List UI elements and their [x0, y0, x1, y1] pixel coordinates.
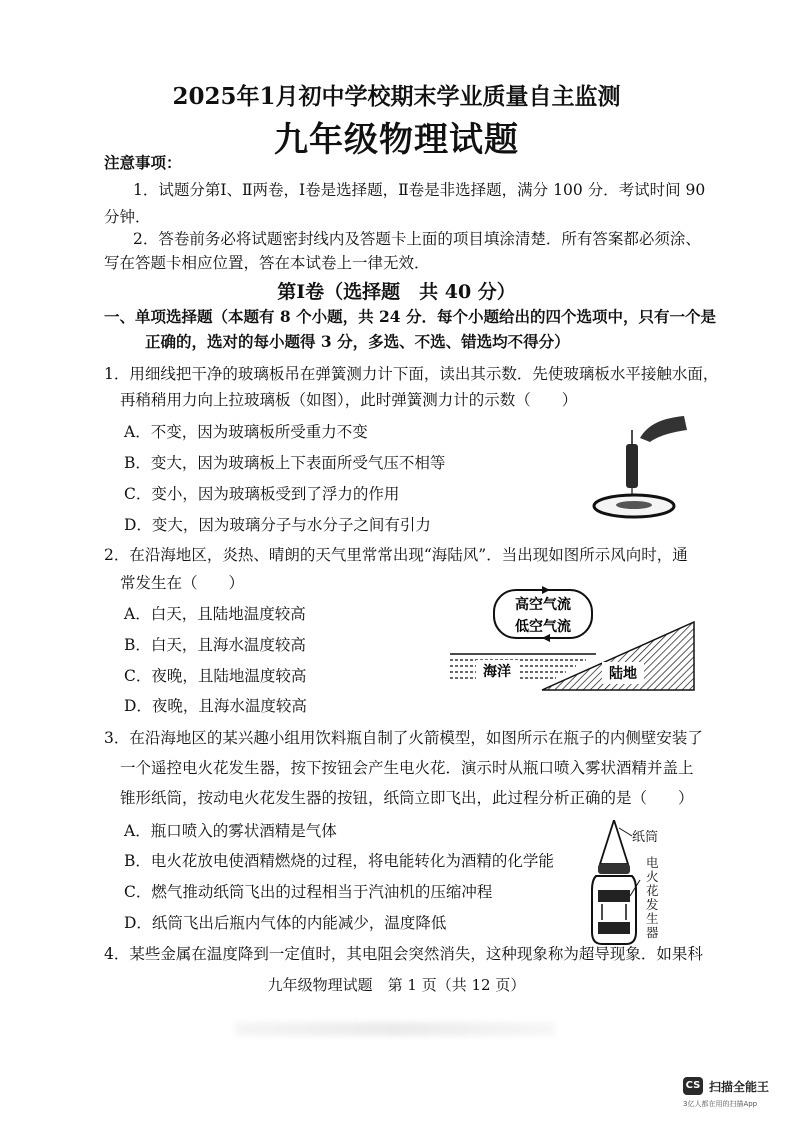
q3-stem-line-2: 一个遥控电火花发生器，按下按钮会产生电火花．演示时从瓶口喷入雾状酒精并盖上	[120, 759, 694, 777]
spring-scale	[626, 444, 638, 488]
q3-stem-line-3: 锥形纸筒，按动电火花发生器的按钮，纸筒立即飞出，此过程分析正确的是（ ）	[120, 789, 694, 807]
q2-stem-line-1: 2．在沿海地区，炎热、晴朗的天气里常常出现“海陆风”．当出现如图所示风向时，通	[104, 546, 688, 564]
q1-stem-line-1: 1．用细线把干净的玻璃板吊在弹簧测力计下面，读出其示数．先使玻璃板水平接触水面，	[104, 365, 719, 383]
low-airflow-label: 低空气流	[515, 619, 571, 635]
sea-label: 海洋	[483, 664, 511, 680]
q2-option-b: B．白天，且海水温度较高	[124, 636, 306, 654]
spark-generator-label: 电火花发生器	[646, 855, 659, 940]
glass-plate	[616, 501, 652, 509]
exam-title: 九年级物理试题	[274, 120, 519, 160]
bottle-band-top	[598, 890, 630, 902]
paper-cone	[600, 820, 628, 864]
q2-sea-land-breeze-diagram	[446, 586, 698, 692]
q1-option-a: A．不变，因为玻璃板所受重力不变	[124, 423, 368, 441]
scanner-tagline: 3亿人都在用的扫描App	[683, 1100, 758, 1108]
hand-shape	[640, 416, 687, 442]
bleed-through-blur	[235, 1022, 555, 1036]
q1-option-c: C．变小，因为玻璃板受到了浮力的作用	[124, 485, 400, 503]
part-heading-line-2: 正确的，选对的每小题得 3 分，多选、不选、错选均不得分）	[145, 332, 570, 351]
q2-option-a: A．白天，且陆地温度较高	[124, 605, 306, 623]
q3-option-a: A．瓶口喷入的雾状酒精是气体	[124, 822, 337, 840]
q2-stem-line-2: 常发生在（ ）	[120, 574, 245, 592]
q2-option-d: D．夜晚，且海水温度较高	[124, 697, 307, 715]
q3-option-d: D．纸筒飞出后瓶内气体的内能减少，温度降低	[124, 914, 447, 932]
note-1-line-2: 分钟．	[104, 208, 151, 226]
exam-subtitle: 2025年1月初中学校期末学业质量自主监测	[172, 83, 621, 110]
land-label: 陆地	[609, 666, 637, 682]
page-footer: 九年级物理试题 第 1 页（共 12 页）	[267, 976, 526, 994]
q2-option-c: C．夜晚，且陆地温度较高	[124, 667, 307, 685]
note-2-line-1: 2．答卷前务必将试题密封线内及答题卡上面的项目填涂清楚．所有答案都必须涂、	[133, 230, 701, 248]
camscanner-logo-icon: CS	[683, 1077, 703, 1095]
part-heading-line-1: 一、单项选择题（本题有 8 个小题，共 24 分．每个小题给出的四个选项中，只有一个是	[104, 307, 716, 326]
bottle-neck	[598, 864, 630, 874]
q4-stem-line-1: 4．某些金属在温度降到一定值时，其电阻会突然消失，这种现象称为超导现象．如果科	[104, 945, 703, 963]
q3-stem-line-1: 3．在沿海地区的某兴趣小组用饮料瓶自制了火箭模型，如图所示在瓶子的内侧壁安装了	[104, 729, 703, 747]
high-airflow-label: 高空气流	[515, 597, 571, 613]
paper-tube-label: 纸筒	[632, 830, 659, 845]
scanner-app-name: 扫描全能王	[709, 1080, 770, 1094]
q1-option-b: B．变大，因为玻璃板上下表面所受气压不相等	[124, 454, 446, 472]
q1-glass-plate-figure	[588, 410, 690, 532]
q1-stem-line-2: 再稍稍用力向上拉玻璃板（如图），此时弹簧测力计的示数（ ）	[120, 391, 578, 409]
section-title: 第Ⅰ卷（选择题 共 40 分）	[277, 281, 516, 303]
q3-option-c: C．燃气推动纸筒飞出的过程相当于汽油机的压缩冲程	[124, 883, 493, 901]
arrow-left-icon	[542, 634, 550, 642]
note-2-line-2: 写在答题卡相应位置，答在本试卷上一律无效．	[104, 254, 430, 272]
note-1-line-1: 1．试题分第Ⅰ、Ⅱ两卷，Ⅰ卷是选择题，Ⅱ卷是非选择题，满分 100 分．考试时间 90	[133, 181, 706, 199]
q1-option-d: D．变大，因为玻璃分子与水分子之间有引力	[124, 516, 431, 534]
bottle-band-bottom	[598, 922, 630, 934]
notes-heading: 注意事项：	[104, 153, 182, 172]
arrow-right-icon	[542, 586, 550, 594]
q3-option-b: B．电火花放电使酒精燃烧的过程，将电能转化为酒精的化学能	[124, 852, 554, 870]
